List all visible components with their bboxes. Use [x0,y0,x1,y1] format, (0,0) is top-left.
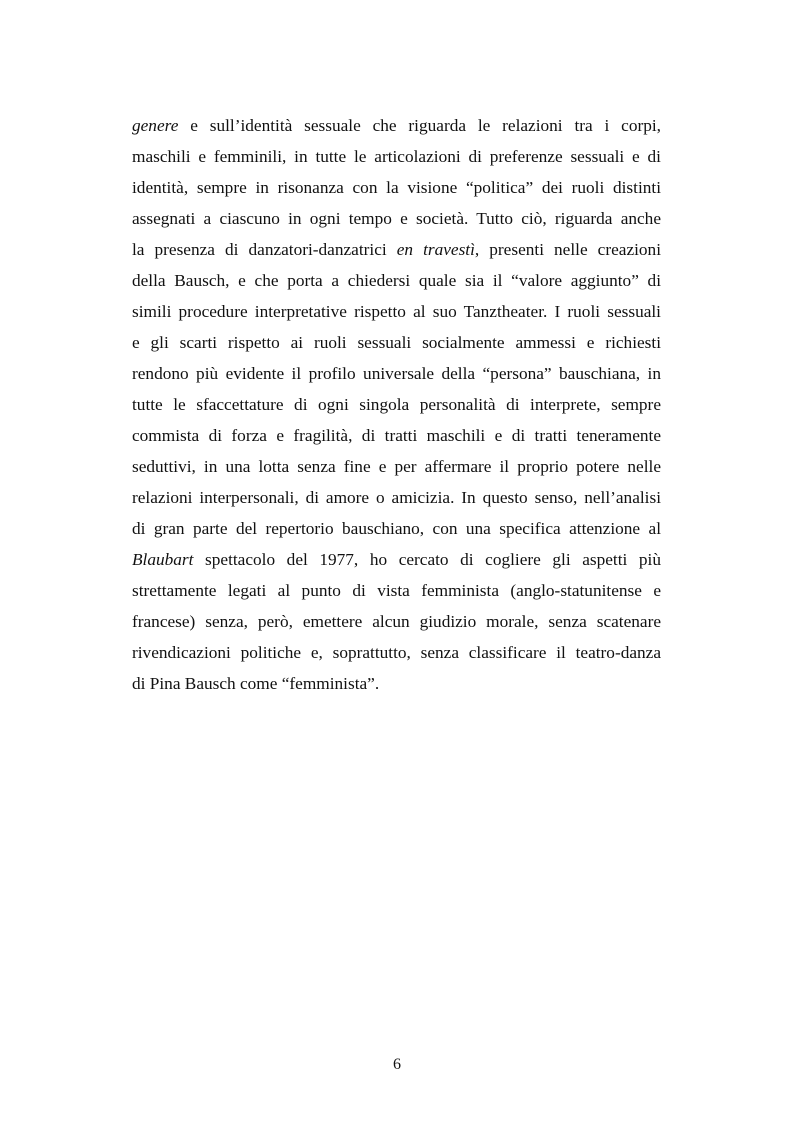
text-segment: e sull’identità sessuale che riguarda le relazioni tra i corpi, [178,116,661,135]
text-line [132,420,661,451]
text-segment: tutte le sfaccettature di ogni singola personalità di interprete, sempre [132,395,661,414]
text-segment: rivendicazioni politiche e, soprattutto, senza classificare il teatro-danza [132,643,661,662]
text-line [132,544,661,575]
text-line [132,203,661,234]
text-line [132,668,661,699]
text-segment: assegnati a ciascuno in ogni tempo e società. Tutto ciò, riguarda anche [132,209,661,228]
text-segment: e gli scarti rispetto ai ruoli sessuali socialmente ammessi e richiesti [132,333,661,352]
text-segment: commista di forza e fragilità, di tratti maschili e di tratti teneramente [132,426,661,445]
text-segment: di gran parte del repertorio bauschiano, con una specifica attenzione al [132,519,661,538]
text-line [132,575,661,606]
text-segment: seduttivi, in una lotta senza fine e per affermare il proprio potere nelle [132,457,661,476]
text-segment: la presenza di danzatori-danzatrici [132,240,397,259]
text-line [132,637,661,668]
italic-text-segment: genere [132,116,179,135]
text-segment: spettacolo del 1977, ho cercato di cogliere gli aspetti più [193,550,661,569]
text-line [132,513,661,544]
text-line [132,234,661,265]
text-line [132,606,661,637]
text-line [132,296,661,327]
body-paragraph [132,110,661,699]
text-segment: identità, sempre in risonanza con la visione “politica” dei ruoli distinti [132,178,661,197]
text-segment: rendono più evidente il profilo universale della “persona” bauschiana, in [132,364,661,383]
text-segment: di Pina Bausch come “femminista”. [132,674,380,693]
text-segment: relazioni interpersonali, di amore o amicizia. In questo senso, nell’analisi [132,488,661,507]
text-line [132,327,661,358]
text-segment: della Bausch, e che porta a chiedersi quale sia il “valore aggiunto” di [132,271,661,290]
text-line [132,141,661,172]
text-line [132,451,661,482]
italic-text-segment: Blaubart [132,550,194,569]
text-segment: , presenti nelle creazioni [474,240,661,259]
text-line [132,358,661,389]
text-line [132,389,661,420]
text-segment: simili procedure interpretative rispetto al suo Tanztheater. I ruoli sessuali [132,302,661,321]
italic-text-segment: en travestì [396,240,475,259]
text-line [132,172,661,203]
text-line [132,265,661,296]
page-number: 6 [393,1056,401,1073]
text-segment: strettamente legati al punto di vista femminista (anglo-statunitense e [132,581,661,600]
text-segment: francese) senza, però, emettere alcun giudizio morale, senza scatenare [132,612,661,631]
text-line [132,110,661,141]
text-line [132,482,661,513]
text-segment: maschili e femminili, in tutte le articolazioni di preferenze sessuali e di [132,147,661,166]
